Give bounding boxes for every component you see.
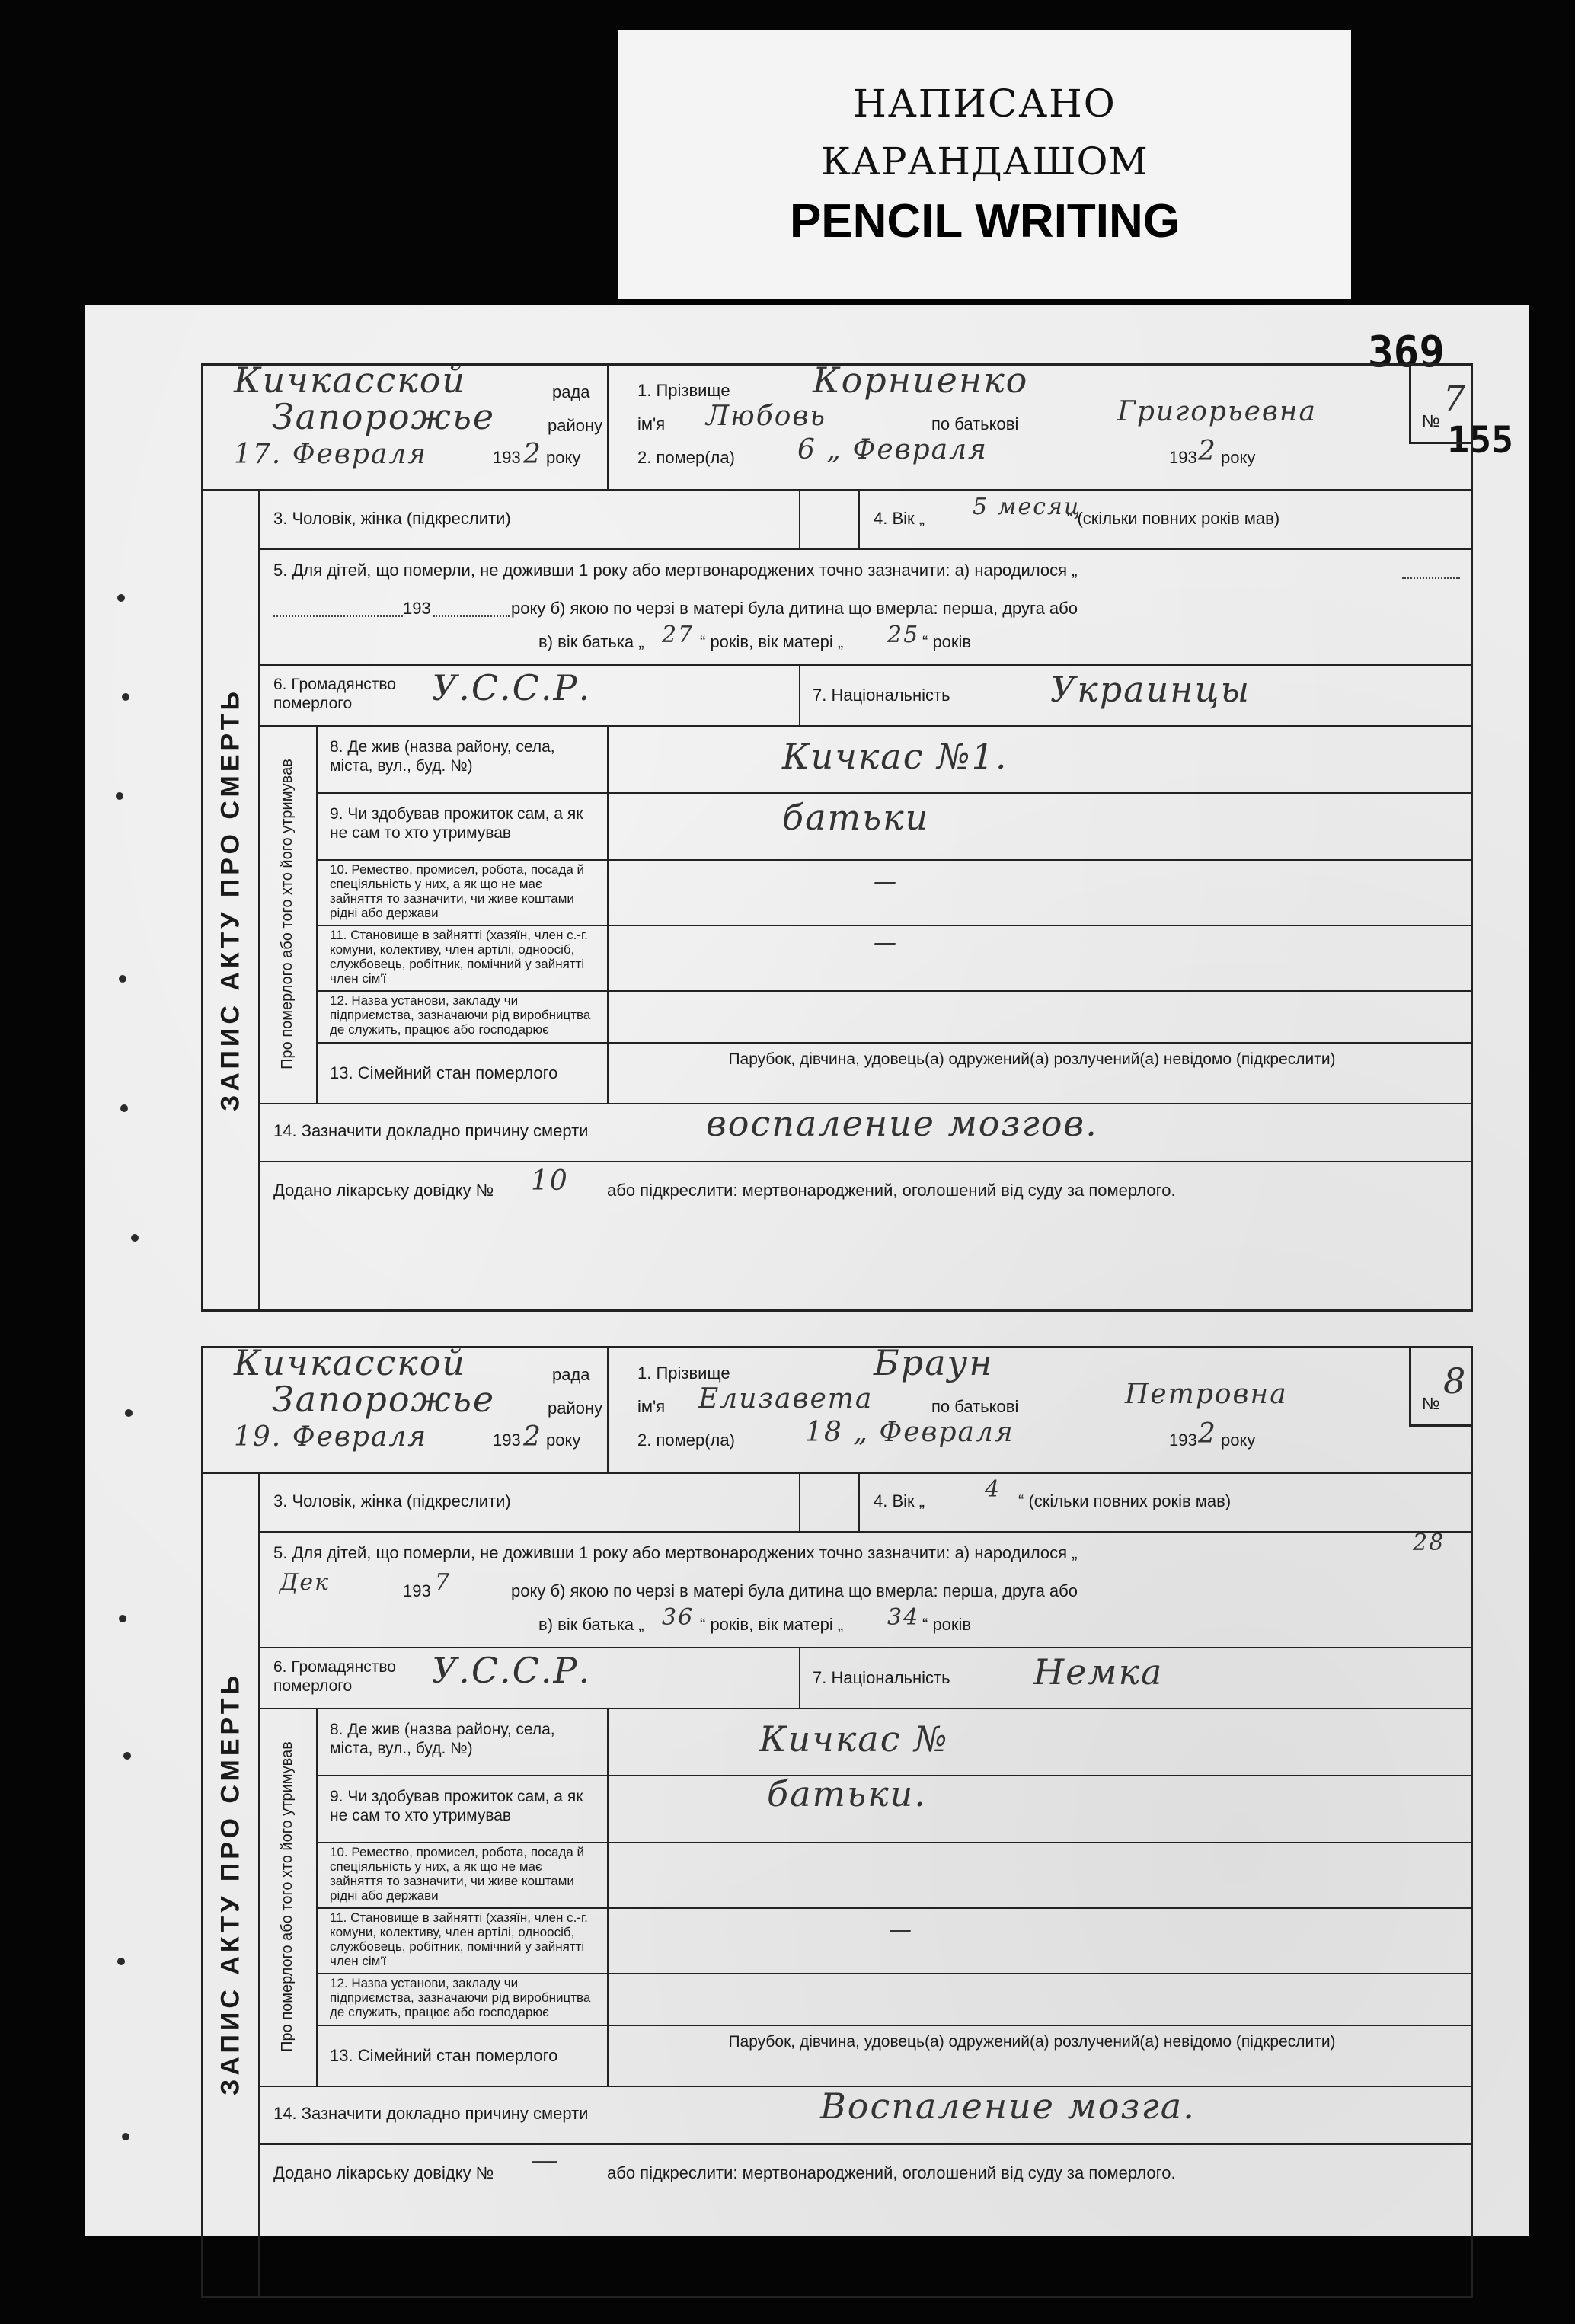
q12-label: 12. Назва установи, закладу чи підприємства, зазначаючи рід виробництва де служить, працює або господарює [330, 1976, 591, 2019]
gender-label: 3. Чоловік, жінка (підкреслити) [273, 1491, 511, 1510]
age-prefix: 4. Вік „ [874, 1491, 925, 1510]
archive-page-number: 369 [1367, 328, 1445, 377]
father-age-value: 36 [662, 1604, 695, 1631]
citizenship-label: 6. Громадянство померлого [273, 1658, 396, 1695]
born-month-value: Дек [280, 1569, 331, 1596]
q13-label: 13. Сімейний стан померлого [330, 1063, 558, 1082]
children-line-1: 5. Для дітей, що померли, не доживши 1 року або мертвонароджених точно зазначити: а) народилося „ [273, 561, 1078, 580]
punch-hole [123, 1752, 131, 1760]
record-number: 8 [1443, 1360, 1468, 1402]
name-label: ім'я [637, 1397, 666, 1416]
death-year-prefix: 193 [1169, 1431, 1197, 1450]
document-sheet [85, 305, 1529, 2236]
form-side-column [203, 489, 260, 1309]
age-value: 5 месяц [973, 494, 1081, 520]
children-line-1: 5. Для дітей, що померли, не доживши 1 року або мертвонароджених точно зазначити: а) народилося „ [273, 1543, 1078, 1562]
citizenship-value: У.С.С.Р. [432, 1650, 592, 1691]
footer-certificate-label: Додано лікарську довідку № [273, 2163, 494, 2182]
father-age-value: 27 [662, 622, 695, 648]
rada-label: рада [552, 1365, 590, 1384]
death-roku-label: року [1221, 448, 1256, 467]
form-inner-side-title: Про померлого або того хто його утримував [279, 759, 296, 1069]
citizenship-value: У.С.С.Р. [432, 667, 592, 708]
nationality-label: 7. Національність [813, 686, 950, 705]
registration-date: 17. Февраля [234, 439, 428, 470]
birth-year-prefix: 193 [403, 1581, 431, 1600]
punch-hole [117, 594, 125, 602]
q9-label: 9. Чи здобував прожиток сам, а як не сам то хто утримував [330, 805, 583, 842]
patronymic-value: Григорьевна [1117, 396, 1318, 427]
cause-value: воспаление мозгов. [706, 1103, 1098, 1144]
punch-hole [125, 1409, 133, 1417]
q11-label: 11. Становище в зайнятті (хазяїн, член с.-г. комуни, колективу, член артілі, одноосіб, службовець, робітник, помічний у зайнятті член сім'ї [330, 1910, 588, 1968]
children-line-3a: в) вік батька „ [538, 632, 644, 651]
death-year-digit: 2 [1198, 436, 1217, 467]
punch-hole [120, 1104, 128, 1112]
age-suffix: “ (скільки повних років мав) [1018, 1491, 1232, 1510]
archive-sub-number: 155 [1447, 419, 1513, 462]
children-line-3c: “ років [922, 632, 972, 651]
cause-value: Воспаление мозга. [820, 2086, 1196, 2127]
form-side-column [203, 1472, 260, 2296]
death-record-form-1 [201, 360, 1473, 1312]
q8-label: 8. Де жив (назва району, села, міста, вул., буд. №) [330, 738, 555, 775]
nationality-label: 7. Національність [813, 1668, 950, 1687]
label-line-1: НАПИСАНО [853, 81, 1117, 126]
number-sign: № [1422, 411, 1440, 430]
council-name: Кичкасской [234, 360, 467, 401]
footer-options: або підкреслити: мертвонароджений, оголошений від суду за померлого. [607, 1181, 1176, 1200]
birth-year-digit: 7 [435, 1569, 452, 1596]
residence-value: Кичкас № [759, 1718, 949, 1760]
q13-options: Парубок, дівчина, удовець(а) одружений(а) розлучений(а) невідомо (підкреслити) [728, 2033, 1336, 2051]
q13-options: Парубок, дівчина, удовець(а) одружений(а) розлучений(а) невідомо (підкреслити) [728, 1050, 1336, 1068]
form-header [203, 1342, 1471, 1474]
rada-label: рада [552, 382, 590, 401]
q9-label: 9. Чи здобував прожиток сам, а як не сам то хто утримував [330, 1788, 583, 1824]
form-inner-side-title: Про померлого або того хто його утримував [279, 1741, 296, 2052]
year-prefix: 193 [493, 1431, 521, 1450]
death-roku-label: року [1221, 1431, 1256, 1450]
mother-age-value: 25 [887, 622, 920, 648]
roku-label: року [546, 1431, 581, 1450]
surname-value: Браун [874, 1342, 994, 1383]
number-sign: № [1422, 1394, 1440, 1413]
q14-label: 14. Зазначити докладно причину смерти [273, 1121, 589, 1140]
death-date-value: 6 „ Февраля [797, 434, 988, 465]
patronymic-value: Петровна [1125, 1379, 1288, 1410]
surname-value: Корниенко [813, 360, 1029, 401]
punch-hole [116, 792, 123, 800]
q11-label: 11. Становище в зайнятті (хазяїн, член с.-г. комуни, колективу, член артілі, одноосіб, службовець, робітник, помічний у зайнятті член сім'ї [330, 928, 588, 986]
punch-hole [117, 1958, 125, 1965]
death-year-prefix: 193 [1169, 448, 1197, 467]
name-label: ім'я [637, 414, 666, 433]
died-label: 2. помер(ла) [637, 448, 735, 467]
children-line-3a: в) вік батька „ [538, 1615, 644, 1634]
form-side-title: ЗАПИС АКТУ ПРО СМЕРТЬ [216, 687, 245, 1111]
children-line-2: року б) якою по черзі в матері була дитина що вмерла: перша, друга або [511, 599, 1078, 618]
age-prefix: 4. Вік „ [874, 509, 925, 528]
pencil-writing-label [618, 30, 1351, 299]
mother-age-value: 34 [887, 1604, 920, 1631]
occupation-value: — [874, 868, 898, 895]
death-year-digit: 2 [1198, 1418, 1217, 1450]
form-header [203, 360, 1471, 491]
nationality-value: Украинцы [1050, 669, 1251, 710]
children-line-3b: “ років, вік матері „ [700, 1615, 844, 1634]
first-name-value: Любовь [706, 401, 826, 432]
footer-options: або підкреслити: мертвонароджений, оголошений від суду за померлого. [607, 2163, 1176, 2182]
children-line-2: року б) якою по черзі в матері була дитина що вмерла: перша, друга або [511, 1581, 1078, 1600]
citizenship-label: 6. Громадянство померлого [273, 676, 396, 712]
supported-by-value: батьки [782, 797, 930, 838]
gender-label: 3. Чоловік, жінка (підкреслити) [273, 509, 511, 528]
roku-label: року [546, 448, 581, 467]
label-line-3: PENCIL WRITING [789, 194, 1180, 248]
supported-by-value: батьки. [767, 1773, 927, 1814]
certificate-number: 10 [531, 1165, 569, 1197]
first-name-value: Елизавета [698, 1383, 874, 1415]
q14-label: 14. Зазначити докладно причину смерти [273, 2104, 589, 2123]
certificate-number: — [531, 2145, 560, 2176]
q10-label: 10. Ремество, промисел, робота, посада й спеціяльність у них, а як що не має зайняття то зазначити, чи живе коштами рідні або держави [330, 862, 585, 920]
punch-hole [119, 1615, 126, 1622]
children-line-3b: “ років, вік матері „ [700, 632, 844, 651]
punch-hole [122, 693, 129, 701]
district-name: Запорожье [272, 396, 496, 437]
year-prefix: 193 [493, 448, 521, 467]
punch-hole [119, 975, 126, 983]
punch-hole [131, 1234, 139, 1242]
registration-date: 19. Февраля [234, 1421, 428, 1453]
patronymic-label: по батькові [931, 414, 1019, 433]
district-name: Запорожье [272, 1379, 496, 1420]
age-suffix: “ (скільки повних років мав) [1067, 509, 1280, 528]
surname-label: 1. Прізвище [637, 1363, 730, 1383]
form-inner-side-column [258, 1708, 318, 2086]
label-line-2: КАРАНДАШОМ [821, 139, 1149, 184]
punch-hole [122, 2133, 129, 2140]
q12-label: 12. Назва установи, закладу чи підприємства, зазначаючи рід виробництва де служить, працює або господарює [330, 993, 591, 1037]
raion-label: району [548, 416, 603, 435]
footer-certificate-label: Додано лікарську довідку № [273, 1181, 494, 1200]
surname-label: 1. Прізвище [637, 381, 730, 400]
children-line-3c: “ років [922, 1615, 972, 1634]
position-value: — [889, 1916, 913, 1943]
q8-label: 8. Де жив (назва району, села, міста, вул., буд. №) [330, 1721, 555, 1757]
death-record-form-2 [201, 1342, 1473, 2298]
position-value: — [874, 929, 898, 956]
q13-label: 13. Сімейний стан померлого [330, 2046, 558, 2065]
birth-year-prefix: 193 [403, 599, 431, 618]
age-value: 4 [985, 1476, 1002, 1503]
death-date-value: 18 „ Февраля [805, 1417, 1014, 1448]
raion-label: району [548, 1399, 603, 1418]
registration-year-digit: 2 [523, 439, 542, 470]
q10-label: 10. Ремество, промисел, робота, посада й спеціяльність у них, а як що не має зайняття то зазначити, чи живе коштами рідні або держави [330, 1845, 585, 1903]
patronymic-label: по батькові [931, 1397, 1019, 1416]
born-day-value: 28 [1413, 1530, 1446, 1556]
died-label: 2. помер(ла) [637, 1431, 735, 1450]
residence-value: Кичкас №1. [782, 736, 1008, 777]
registration-year-digit: 2 [523, 1421, 542, 1453]
council-name: Кичкасской [234, 1342, 467, 1383]
record-number: 7 [1443, 378, 1468, 419]
nationality-value: Немка [1033, 1651, 1164, 1693]
form-side-title: ЗАПИС АКТУ ПРО СМЕРТЬ [216, 1672, 245, 2095]
form-inner-side-column [258, 725, 318, 1103]
